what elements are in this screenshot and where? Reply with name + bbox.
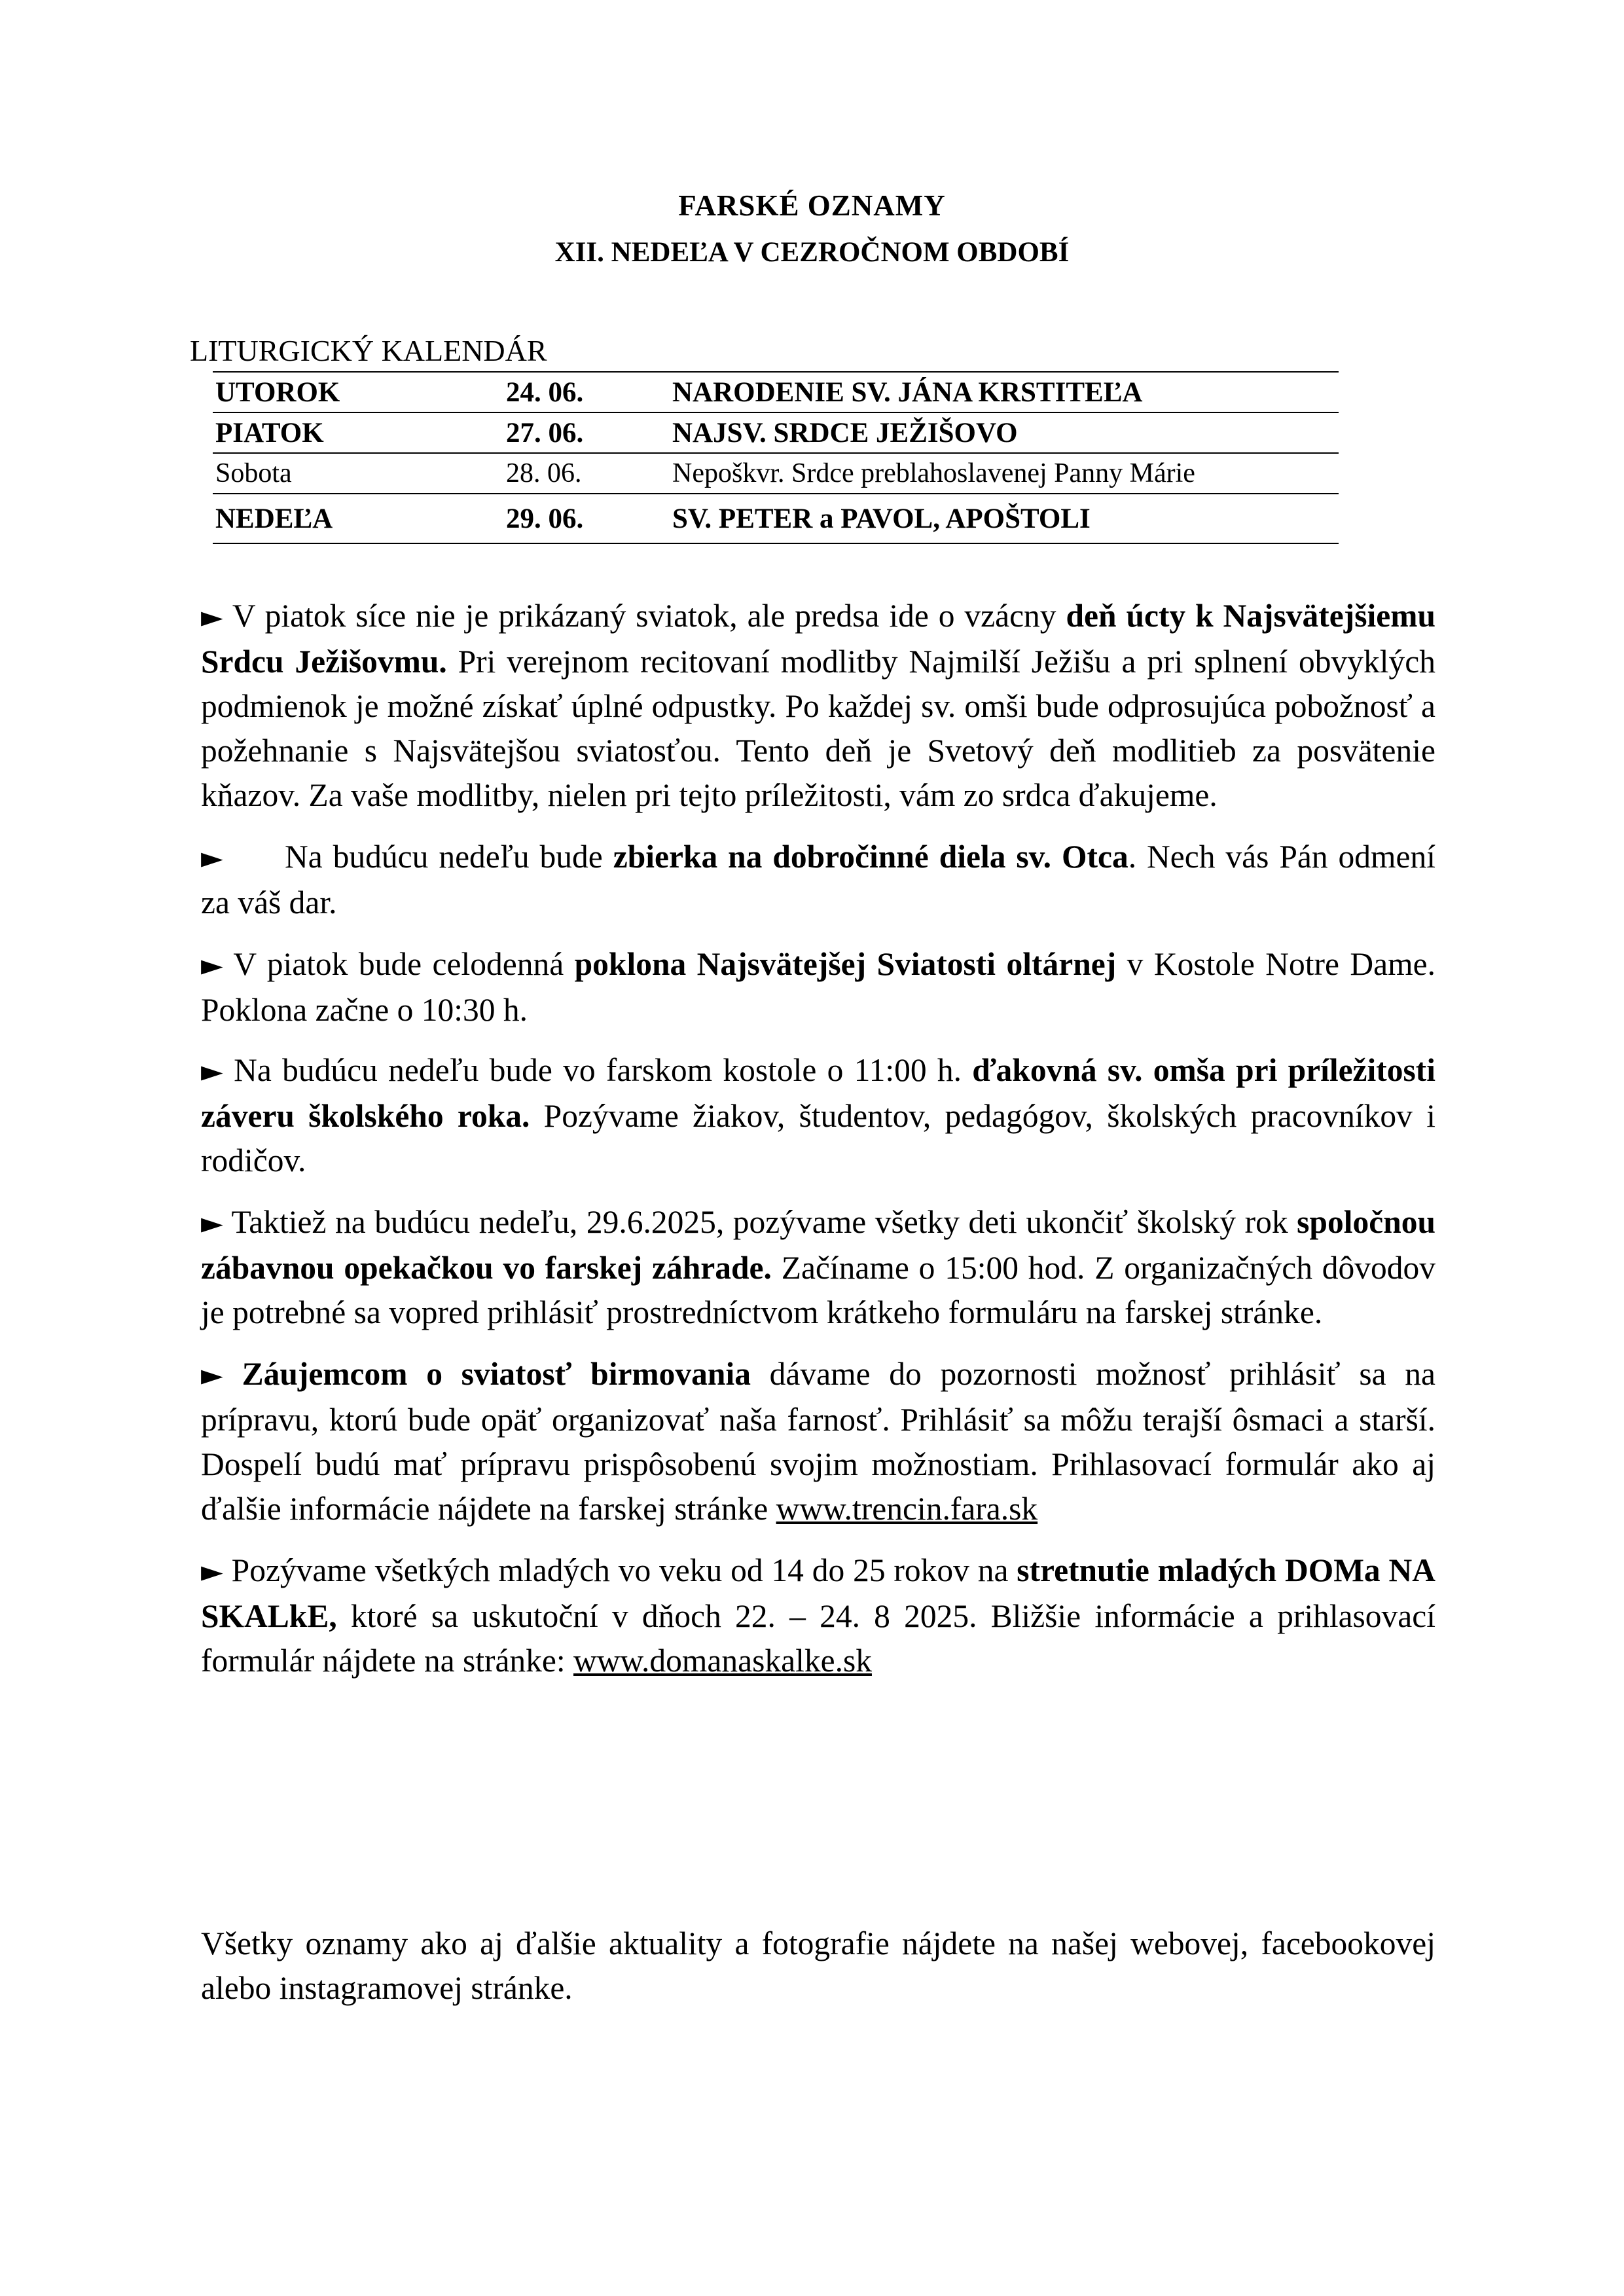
announcement-highlight: Záujemcom o sviatosť birmovania <box>242 1356 751 1392</box>
announcement-highlight: poklona Najsvätejšej Sviatosti oltárnej <box>574 946 1117 982</box>
announcement-text: v Kostole Notre Dame. Poklona začne o 10:30 h. <box>201 946 1435 1028</box>
calendar-day: PIATOK <box>213 412 503 453</box>
calendar-date: 28. 06. <box>503 453 670 494</box>
announcement-text: ktoré sa uskutoční v dňoch 22. – 24. 8 2025. Bližšie informácie a prihlasovací formulár nájdete na stránke: <box>201 1598 1435 1679</box>
announcement-text: Začíname o 15:00 hod. Z organizačných dôvodov je potrebné sa vopred prihlásiť prostredníctvom krátkeho formuláru na farskej stránke. <box>201 1250 1435 1330</box>
announcement-highlight: stretnutie mladých DOMa NA SKALkE, <box>201 1552 1435 1634</box>
announcement-highlight: ďakovná sv. omša pri príležitosti záveru školského roka. <box>201 1052 1436 1134</box>
liturgical-calendar-table <box>213 371 1339 544</box>
announcement-text: Taktiež na budúcu nedeľu, 29.6.2025, pozývame všetky deti ukončiť školský rok <box>231 1204 1297 1240</box>
calendar-feast: NARODENIE SV. JÁNA KRSTITEĽA <box>670 372 1339 412</box>
doma-na-skalke-link[interactable]: www.domanaskalke.sk <box>573 1643 872 1679</box>
calendar-day: UTOROK <box>213 372 503 412</box>
bullet-arrow-icon: ► <box>201 1207 223 1240</box>
announcement-text: V piatok bude celodenná <box>233 946 575 982</box>
announcement-text: V piatok síce nie je prikázaný sviatok, ale predsa ide o vzácny <box>232 598 1066 634</box>
closing-text: Všetky oznamy ako aj ďalšie aktuality a fotografie nájdete na našej webovej, facebookovej alebo instagramovej stránke. <box>201 1925 1435 2006</box>
announcement-text: Pozývame všetkých mladých vo veku od 14 do 25 rokov na <box>231 1552 1017 1588</box>
bullet-arrow-icon: ► <box>201 949 223 982</box>
announcement-text: Pozývame žiakov, študentov, pedagógov, školských pracovníkov i rodičov. <box>201 1098 1435 1178</box>
calendar-date: 24. 06. <box>503 372 670 412</box>
announcement-text: dávame do pozornosti možnosť prihlásiť sa na prípravu, ktorú bude opäť organizovať naša farnosť. Prihlásiť sa môžu terajší ôsmaci a starší. Dospelí budú mať prípravu prispôsobenú svojim možnostiam. Prihlasovací formulár ako aj ďalšie informácie nájdete na farskej stránke <box>201 1356 1436 1527</box>
bullet-arrow-icon: ► <box>201 841 223 875</box>
announcement-highlight: deň úcty k Najsvätejšiemu Srdcu Ježišovmu. <box>201 598 1435 680</box>
bullet-arrow-icon: ► <box>201 1358 223 1392</box>
calendar-feast: SV. PETER a PAVOL, APOŠTOLI <box>670 494 1339 543</box>
calendar-day: Sobota <box>213 453 503 494</box>
calendar-date: 29. 06. <box>503 494 670 543</box>
announcement <box>201 1048 1435 1183</box>
announcement-highlight: zbierka na dobročinné diela sv. Otca <box>613 839 1128 875</box>
announcement <box>201 594 1435 818</box>
calendar-row <box>213 453 1339 494</box>
calendar-feast: NAJSV. SRDCE JEŽIŠOVO <box>670 412 1339 453</box>
announcement <box>201 1200 1435 1335</box>
calendar-row <box>213 494 1339 543</box>
calendar-day: NEDEĽA <box>213 494 503 543</box>
parish-website-link[interactable]: www.trencin.fara.sk <box>776 1491 1038 1527</box>
bullet-arrow-icon: ► <box>201 600 223 634</box>
calendar-row <box>213 372 1339 412</box>
calendar-label: LITURGICKÝ KALENDÁR <box>190 334 547 367</box>
page-subtitle: XII. NEDEĽA V CEZROČNOM OBDOBÍ <box>554 237 1070 268</box>
page-title: FARSKÉ OZNAMY <box>678 189 946 222</box>
announcement-text: Na budúcu nedeľu bude vo farskom kostole o 11:00 h. <box>234 1052 973 1088</box>
announcement-highlight: spoločnou zábavnou opekačkou vo farskej záhrade. <box>201 1204 1435 1286</box>
calendar-date: 27. 06. <box>503 412 670 453</box>
bullet-arrow-icon: ► <box>201 1555 223 1588</box>
calendar-row <box>213 412 1339 453</box>
announcements <box>201 594 1435 1700</box>
announcement <box>201 942 1435 1032</box>
announcement-text: Na budúcu nedeľu bude <box>285 839 613 875</box>
announcement-text: Pri verejnom recitovaní modlitby Najmilší Ježišu a pri splnení obvyklých podmienok je možné získať úplné odpustky. Po každej sv. omši bude odprosujúca pobožnosť a požehnanie s Najsvätejšou sviatosťou. Tento deň je Svetový deň modlitieb za posvätenie kňazov. Za vaše modlitby, nielen pri tejto príležitosti, vám zo srdca ďakujeme. <box>201 644 1436 813</box>
closing-note <box>201 1922 1435 2011</box>
calendar-feast: Nepoškvr. Srdce preblahoslavenej Panny Márie <box>670 453 1339 494</box>
announcement <box>201 1352 1435 1531</box>
bullet-arrow-icon: ► <box>201 1055 223 1088</box>
announcement-text: . Nech vás Pán odmení za váš dar. <box>201 839 1435 920</box>
announcement <box>201 1548 1435 1683</box>
announcement <box>201 835 1435 925</box>
